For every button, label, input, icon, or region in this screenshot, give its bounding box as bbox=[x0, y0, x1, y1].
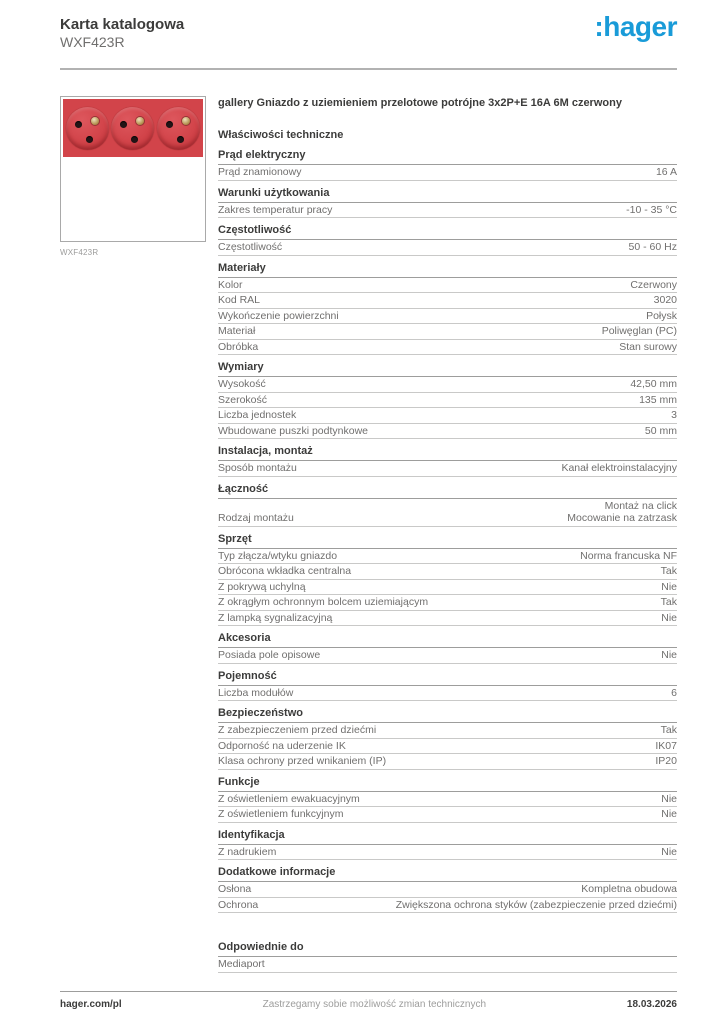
spec-value: 6 bbox=[671, 686, 677, 699]
spec-row bbox=[218, 309, 677, 325]
document-type-title: Karta katalogowa bbox=[60, 16, 185, 33]
socket-hole-icon bbox=[86, 136, 93, 143]
spec-label: Wbudowane puszki podtynkowe bbox=[218, 424, 369, 437]
spec-value: Nie bbox=[661, 580, 677, 593]
socket-hole-icon bbox=[75, 121, 82, 128]
spec-section bbox=[218, 361, 677, 439]
spec-label: Kod RAL bbox=[218, 294, 261, 306]
spec-value: Nie bbox=[661, 792, 677, 805]
spec-label: Z lampką sygnalizacyjną bbox=[218, 611, 333, 624]
spec-label: Rodzaj montażu bbox=[218, 512, 294, 524]
section-title: Dodatkowe informacje bbox=[218, 866, 677, 882]
spec-row bbox=[218, 739, 677, 755]
spec-value: Poliwęglan (PC) bbox=[601, 325, 677, 337]
spec-row bbox=[218, 595, 677, 611]
section-title: Odpowiednie do bbox=[218, 941, 677, 957]
earth-pin-icon bbox=[136, 117, 144, 125]
section-title: Łączność bbox=[218, 483, 677, 499]
spec-label: Częstotliwość bbox=[218, 241, 283, 253]
spec-section bbox=[218, 632, 677, 664]
spec-value: Stan surowy bbox=[619, 340, 677, 353]
spec-value: 50 mm bbox=[644, 424, 677, 437]
product-image bbox=[63, 99, 203, 157]
spec-label: Wysokość bbox=[218, 378, 266, 390]
spec-value: Tak bbox=[660, 565, 677, 577]
section-title: Warunki użytkowania bbox=[218, 187, 677, 203]
spec-section bbox=[218, 776, 677, 823]
spec-value: Tak bbox=[660, 724, 677, 736]
spec-value: 135 mm bbox=[639, 393, 677, 406]
spec-column bbox=[218, 96, 677, 973]
spec-section bbox=[218, 445, 677, 477]
spec-row bbox=[218, 611, 677, 627]
spec-label: Z okrągłym ochronnym bolcem uziemiającym bbox=[218, 596, 429, 608]
spec-row bbox=[218, 845, 677, 861]
spec-value: Kompletna obudowa bbox=[581, 883, 677, 895]
spec-row bbox=[218, 408, 677, 424]
spec-row bbox=[218, 898, 677, 914]
spec-label: Posiada pole opisowe bbox=[218, 649, 321, 661]
product-image-frame bbox=[60, 96, 206, 242]
spec-value: 3 bbox=[671, 409, 677, 421]
product-reference: WXF423R bbox=[60, 34, 125, 50]
socket-hole-icon bbox=[166, 121, 173, 128]
section-title: Sprzęt bbox=[218, 533, 677, 549]
page-header bbox=[60, 0, 677, 51]
spec-row bbox=[218, 203, 677, 219]
earth-pin-icon bbox=[91, 117, 99, 125]
spec-section bbox=[218, 707, 677, 770]
spec-value: -10 - 35 °C bbox=[626, 203, 677, 216]
footer-disclaimer: Zastrzegamy sobie możliwość zmian technicznych bbox=[262, 999, 487, 1010]
spec-label: Z pokrywą uchylną bbox=[218, 580, 306, 593]
spec-label: Z zabezpieczeniem przed dziećmi bbox=[218, 724, 377, 736]
spec-row bbox=[218, 754, 677, 770]
section-title: Wymiary bbox=[218, 361, 677, 377]
spec-label: Mediaport bbox=[218, 958, 265, 970]
content-area bbox=[60, 96, 677, 973]
section-title: Bezpieczeństwo bbox=[218, 707, 677, 723]
spec-row bbox=[218, 393, 677, 409]
spec-row bbox=[218, 580, 677, 596]
spec-label: Wykończenie powierzchni bbox=[218, 309, 339, 322]
spec-value: Nie bbox=[661, 808, 677, 820]
spec-row bbox=[218, 648, 677, 664]
spec-row bbox=[218, 424, 677, 440]
spec-section bbox=[218, 149, 677, 181]
section-title: Prąd elektryczny bbox=[218, 149, 677, 165]
spec-row bbox=[218, 792, 677, 808]
spec-row bbox=[218, 461, 677, 477]
spec-value: IP20 bbox=[655, 755, 677, 767]
spec-row bbox=[218, 564, 677, 580]
product-column bbox=[60, 96, 206, 973]
spec-label: Obrócona wkładka centralna bbox=[218, 565, 352, 577]
earth-pin-icon bbox=[182, 117, 190, 125]
spec-value: Montaż na click Mocowanie na zatrzask bbox=[567, 499, 677, 524]
spec-value: Tak bbox=[660, 596, 677, 608]
spec-value: Nie bbox=[661, 649, 677, 661]
spec-row bbox=[218, 723, 677, 739]
spec-value: 42,50 mm bbox=[630, 378, 677, 390]
spec-label: Z nadrukiem bbox=[218, 845, 277, 858]
spec-row bbox=[218, 882, 677, 898]
spec-label: Klasa ochrony przed wnikaniem (IP) bbox=[218, 755, 387, 767]
spec-value: 50 - 60 Hz bbox=[628, 241, 677, 253]
product-title: gallery Gniazdo z uziemieniem przelotowe potrójne 3x2P+E 16A 6M czerwony bbox=[218, 97, 622, 109]
spec-value: 16 A bbox=[655, 166, 677, 178]
socket-graphic bbox=[66, 107, 109, 150]
spec-label: Ochrona bbox=[218, 898, 259, 911]
spec-label: Sposób montażu bbox=[218, 462, 297, 474]
section-title: Materiały bbox=[218, 262, 677, 278]
spec-row bbox=[218, 686, 677, 702]
section-title: Pojemność bbox=[218, 670, 677, 686]
spec-label: Z oświetleniem ewakuacyjnym bbox=[218, 792, 360, 805]
spec-row bbox=[218, 278, 677, 294]
spec-section bbox=[218, 941, 677, 973]
spec-value: 3020 bbox=[653, 294, 677, 306]
technical-properties-heading: Właściwości techniczne bbox=[218, 129, 344, 141]
footer-website-link: hager.com/pl bbox=[60, 999, 122, 1010]
spec-label: Kolor bbox=[218, 278, 243, 291]
spec-section bbox=[218, 829, 677, 861]
spec-label: Odporność na uderzenie IK bbox=[218, 739, 346, 752]
spec-label: Liczba modułów bbox=[218, 686, 294, 699]
spec-section bbox=[218, 262, 677, 356]
spec-section bbox=[218, 670, 677, 702]
hager-logo: :hager bbox=[594, 11, 677, 42]
spec-row bbox=[218, 549, 677, 565]
socket-graphic bbox=[111, 107, 154, 150]
spec-section bbox=[218, 483, 677, 527]
spec-value: Połysk bbox=[646, 309, 677, 322]
spec-row bbox=[218, 165, 677, 181]
spec-section bbox=[218, 533, 677, 627]
spec-value: Norma francuska NF bbox=[580, 549, 677, 562]
spec-label: Osłona bbox=[218, 883, 252, 895]
spec-section bbox=[218, 224, 677, 256]
spec-section bbox=[218, 187, 677, 219]
spec-value: Nie bbox=[661, 611, 677, 624]
socket-hole-icon bbox=[120, 121, 127, 128]
socket-hole-icon bbox=[131, 136, 138, 143]
socket-hole-icon bbox=[177, 136, 184, 143]
section-title: Akcesoria bbox=[218, 632, 677, 648]
spec-row bbox=[218, 324, 677, 340]
socket-graphic bbox=[157, 107, 200, 150]
section-title: Identyfikacja bbox=[218, 829, 677, 845]
spec-value: IK07 bbox=[655, 739, 677, 752]
spec-row bbox=[218, 293, 677, 309]
spec-row bbox=[218, 499, 677, 527]
header-divider bbox=[60, 68, 677, 70]
spec-label: Z oświetleniem funkcyjnym bbox=[218, 808, 344, 820]
spec-section bbox=[218, 866, 677, 913]
spec-row bbox=[218, 240, 677, 256]
product-image-caption: WXF423R bbox=[60, 248, 99, 257]
spec-row bbox=[218, 377, 677, 393]
spec-label: Zakres temperatur pracy bbox=[218, 203, 333, 216]
spec-value: Zwiększona ochrona styków (zabezpieczenie przed dziećmi) bbox=[395, 898, 677, 911]
spec-label: Typ złącza/wtyku gniazdo bbox=[218, 549, 338, 562]
spec-label: Obróbka bbox=[218, 340, 259, 353]
spec-row bbox=[218, 957, 677, 973]
section-title: Instalacja, montaż bbox=[218, 445, 677, 461]
spec-value: Nie bbox=[661, 845, 677, 858]
section-title: Funkcje bbox=[218, 776, 677, 792]
spec-value: Kanał elektroinstalacyjny bbox=[561, 462, 677, 474]
spec-label: Prąd znamionowy bbox=[218, 166, 302, 178]
spec-sections bbox=[218, 149, 677, 973]
spec-row bbox=[218, 807, 677, 823]
spec-label: Materiał bbox=[218, 325, 256, 337]
footer-date: 18.03.2026 bbox=[626, 999, 677, 1010]
page-footer bbox=[60, 991, 677, 1010]
spec-value: Czerwony bbox=[630, 278, 677, 291]
spec-label: Liczba jednostek bbox=[218, 409, 297, 421]
spec-label: Szerokość bbox=[218, 393, 268, 406]
spec-row bbox=[218, 340, 677, 356]
section-title: Częstotliwość bbox=[218, 224, 677, 240]
